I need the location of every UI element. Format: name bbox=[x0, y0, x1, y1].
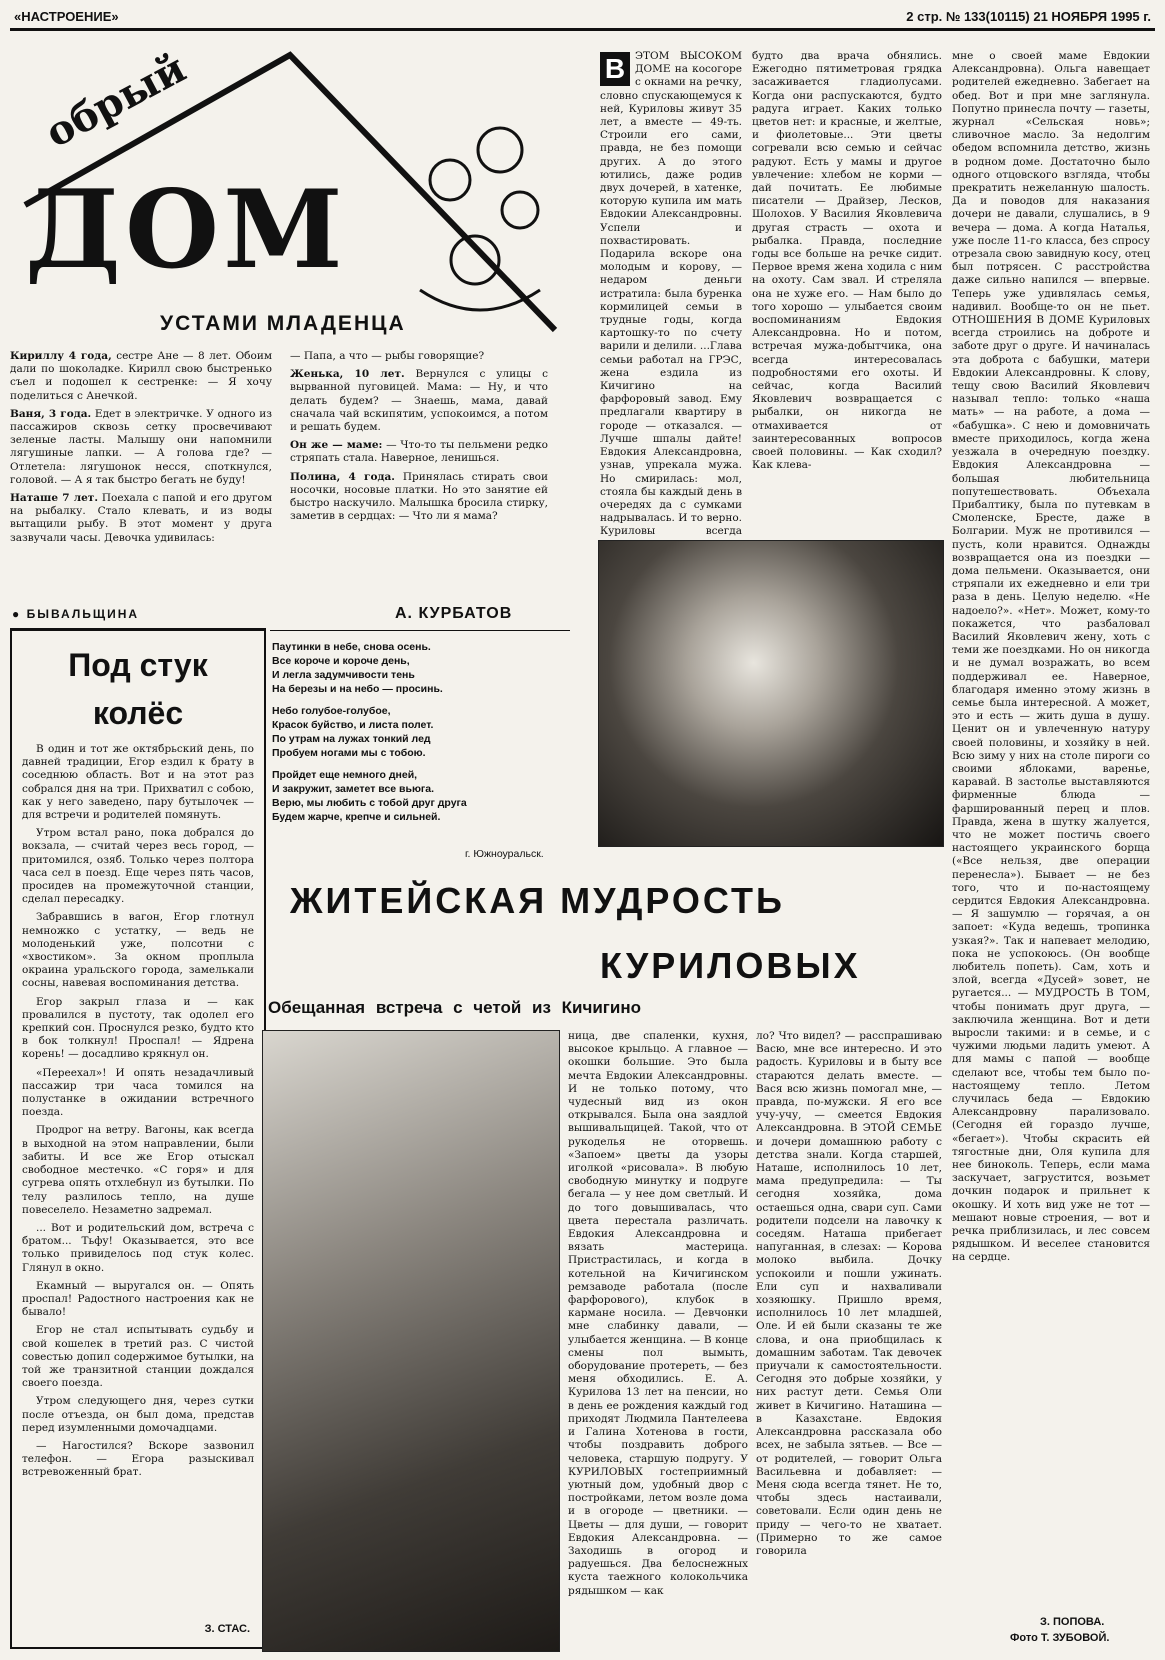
byval-box bbox=[10, 628, 266, 1649]
ustami-item: Наташе 7 лет. Поехала с папой и его другом на рыбалку. Стало клевать, и из воды вытащили рыбу. В этот момент у друга зазвучали часы. Девочка удивилась: bbox=[10, 492, 272, 544]
rubric-big: ДОМ bbox=[25, 167, 347, 293]
photo-credit: Фото Т. ЗУБОВОЙ. bbox=[1010, 1632, 1110, 1644]
drop-cap: В bbox=[600, 52, 630, 86]
poem-author: А. КУРБАТОВ bbox=[395, 605, 513, 622]
article-col-1: В ЭТОМ ВЫСОКОМ ДОМЕ на косогоре с окнами на речку, словно спускающемуся к ней, Куриловы живут 35 лет, а вместе — 49-ть. Строили его сами, правда, не без помощи других. А до этого ютились, даже родив двух дочерей, в хатенке, которую купила им мать Евдокии Александровны. Успели и похвастировать. Подарила вскоре она молодым и корову, — недаром деньги истратила: была буренка кормилицей семьи в трудные годы, когда картошку-то по счету варили и делили. ...Глава семьи работал на ГРЭС, жена ездила из Кичигино на фарфоровый завод. Ему предлагали квартиру в городе — отказался. — Лучше шпалы дайте! Евдокия Александровна, узнав, упрекала мужа. Но смирилась: мол, стояла бы каждый день в очередях да с сумками надрывалась. И то верно. Куриловы всегда bbox=[600, 50, 742, 538]
rubric-small: обрый bbox=[37, 44, 194, 157]
ustami-item: Женька, 10 лет. Вернулся с улицы с вырванной пуговицей. Мама: — Ну, и что делать будем? — Знаешь, мама, давай сначала чай вскипятим, успокоимся, а потом и решать будем. bbox=[290, 368, 548, 434]
article-col-4: ница, две спаленки, кухня, высокое крыльцо. А главное — окошки большие. Это была мечта Евдокии Александровны. И не только потому, что чудесный вид из окон открывался. Была она заядлой вышивальщицей. Такой, что от рукоделья не оторвешь. «Запоем» цветы да узоры иголкой «рисовала». В любую свободную минутку и подруге бегала — у нее дом светлый. И до того довышивалась, что цвета перестала различать. Евдокия Александровна и вязать мастерица. Пристрастилась, и когда в котельной на Кичигинском ремзаводе работала (после фарфорового), клубок в кармане носила. — Девчонки мне слабинку давали, — улыбается женщина. — В конце смены пол вымыть, оборудование протереть, — без меня обходились. Е. А. Курилова 13 лет на пенсии, но в день ее рождения каждый год приходят Людмила Пантелеева и Галина Хотенова в гости, чтобы поздравить доброго человека, старшую подругу. У КУРИЛОВЫХ гостеприимный уютный дом, удобный двор с постройками, летом возле дома и в огороде — цветники. — Цветы — для души, — говорит Евдокия Александровна. — Заходишь в огород и радуешься. Два белоснежных куста таежного колокольчика рядышком — как bbox=[568, 1030, 748, 1597]
ustami-item: Полина, 4 года. Принялась стирать свои носочки, носовые платки. Но это занятие ей быстро наскучило. Малышка бросила стирку, заметив в сердцах: — Что ли я мама? bbox=[290, 470, 548, 523]
article-col-2: будто два врача обнялись. Ежегодно пятиметровая грядка засаживается гладиолусами. Когда они распускаются, будто радуга играет. Каких только цветов нет: и красные, и желтые, и фиолетовые... Эти цветы согревали всю семью и сейчас радуют. Есть у мамы и другое увлечение: хлебом не корми — дай почитать. Ее любимые писатели — Драйзер, Лесков, Шолохов. У Василия Яковлевича другая страсть — охота и рыбалка. Правда, последние годы все больше на речке сидит. Первое время жена ходила с ним на охоту. Сам звал. И стреляла она не хуже его. — Нам было до того хорошо — улыбается своим воспоминаниям Евдокия Александровна. Но и потом, встречая мужа-добытчика, она всегда интересовалась подробностями его охоты. И сейчас, когда Василий Яковлевич возвращается с рыбалки, он никогда не отмахивается от заинтересованных вопросов своей половины. — Как сходил? Как клева- bbox=[752, 50, 942, 472]
ustami-item: Ваня, 3 года. Едет в электричке. У одного из пассажиров сквозь сетку просвечивают зеленые ласты. Малышу они напомнили лягушиные лапки. — А голова где? — Отлетела: лягушонок несся, споткнулся, головой. — А я так быстро бегать не буду! bbox=[10, 407, 272, 486]
ustami-item: — Папа, а что — рыбы говорящие? bbox=[290, 350, 485, 362]
portrait-photo bbox=[598, 540, 944, 847]
byval-signature: З. СТАС. bbox=[204, 1623, 250, 1635]
poem-place: г. Южноуральск. bbox=[465, 848, 544, 860]
main-subtitle: Обещанная встреча с четой из Кичигино bbox=[268, 998, 641, 1017]
main-title-2: КУРИЛОВЫХ bbox=[600, 945, 861, 986]
article-col-3: мне о своей маме Евдокии Александровна). Ольга навещает родителей ежедневно. Забегает на обед. Вот и при мне заглянула. Попутно принесла почту — газеты, журнал «Сельская новь»; сливочное масло. За недолгим обедом вспомнила детство, жизнь в родном доме. Достаточно было одного отцовского взгляда, чтобы прекратить нежеланную шалость. Да и поводов для наказания дочери не давали, слушались, в 9 вечера — дома. А когда Наталья, уже после 11-го класса, без спросу отрезала свою завидную косу, отец был потрясен. С расстройства даже сильно напился — впервые. Теперь уже удивлялась семья, надивил. Вообще-то он не пьет. ОТНОШЕНИЯ В ДОМЕ Куриловых всегда строились на доброте и заботе друг о друге. И начиналась эта доброта с бабушки, матери Евдокии Александровны. К слову, тещу свою Василий Яковлевич называл тепло: только «наша мать» — на работе, а дома — «бабушка». С нею и домовничать вместе приходилось, когда жена уезжала в очередную поездку. Евдокия Александровна — большая любительница попутешествовать. Объехала Прибалтику, была по путевкам в Смоленске, Бресте, даже в Болгарии. Муж не противился — пусть, коли нравится. Однажды возвращается она из поездки — дома пельмени. Оказывается, они стряпали их ежедневно и ели три раза в день. Целую неделю. «Не надоело?». «Нет». Может, кому-то покажется, что разбаловал Василий Яковлевич жену, хоть с теми же поездками. Но он никогда и не думал возражать, во всем поддерживал ее. Наверное, благодаря именно этому жизнь в семье была интересной. А может, это и есть — жить душа в душу. Ценит он и увлеченную натуру своей половины, и хозяйку в ней. Всю зиму у них на столе пироги со своими яблоками, варенье, каравай. В застолье выставляются фирменные блюда — фаршированный перец и плов. Правда, жена в шутку жалуется, что не может постичь своего настоящего украинского борща («Все нельзя, две операции перенесла»). Бывает — не без того, что и по-настоящему сердится Евдокия Александровна. — Я зашумлю — горячая, а он запоет: «Куда ведешь, тропинка узкая?». Так и напевает мелодию, пока не успокоюсь. (Он вообще любитель попеть). Сам, хоть и злой, всегда «Дусей» зовет, не ругается... — МУДРОСТЬ В ТОМ, чтобы понимать друг друга, — заключила женщина. Вот и дети выросли такими: и в семье, и с чужими людьми ладить умеют. А для мамы с папой — вообще сделают все, чтобы тем было по-настоящему тепло. Летом случилась беда — Евдокию Александровну парализовало. (Сегодня ей гораздо лучше, «бегает»). Чтобы скрасить ей тягостные дни, Оля купила для нее биноколь. Теперь, если мама заскучает, загрустится, возьмет дочкин подарок и прильнет к окошку. И хоть вид уже не тот — мешают новые строения, — вот и речка приблизилась, и лес совсем рядышком. И веселее становится на сердце. bbox=[952, 50, 1150, 1264]
article-author: З. ПОПОВА. bbox=[1040, 1616, 1105, 1628]
family-cartoon-icon bbox=[420, 128, 540, 310]
byval-text: В один и тот же октябрьский день, по давней традиции, Егор ездил к брату в соседнюю область. Вот и на этот раз собрался дня на три. Прихватил с собою, как у него заведено, пару бутылочек — для встречи и родителей помянуть. Утром встал рано, пока добрался до вокзала, — считай через весь город, — притомился, озяб. Только через полтора часа сел в поезд. Еще через пять часов, просидев на промежуточной станции, сделал пересадку. Забравшись в вагон, Егор глотнул немножко с устатку, — ведь не молоденький уже, полсотни с «хвостиком». За окном проплыла окраина уральского города, замелькали сосны, навевая воспоминания детства. Егор закрыл глаза и — как провалился в пустоту, так одолел его крепкий сон. Проснулся резко, будто кто в бок толкнул! Проспал! — Ядрена корень! — досадливо крякнул он. «Переехал»! И опять незадачливый пассажир три часа томился на полустанке в ожидании встречного поезда. Продрог на ветру. Вагоны, как всегда в выходной на этом направлении, были забиты. И все же Егор отыскал свободное местечко. «С горя» и для сугрева опять отхлебнул из бутылки. По телу разлилось тепло, на душе повеселело. Незаметно задремал. ... Вот и родительский дом, встреча с братом... Тьфу! Оказывается, это все только привиделось под стук колес. Глянул в окно. Екамный — выругался он. — Опять проспал! Радостного настроения как не бывало! Егор не стал испытывать судьбу и свой кошелек в третий раз. С чистой совестью допил содержимое бутылки, на той же транзитной станции дождался своего поезда. Утром следующего дня, через сутки после отъезда, он был дома, представ перед изумленными домочадцами. — Нагостился? Вскоре зазвонил телефон. — Егора разыскивал встревоженный брат. bbox=[22, 743, 254, 1479]
issue-info: 2 стр. № 133(10115) 21 НОЯБРЯ 1995 г. bbox=[906, 9, 1151, 24]
ustami-right bbox=[290, 350, 548, 528]
byval-title: Под стук колёс bbox=[68, 647, 208, 731]
ustami-item: Кириллу 4 года, сестре Ане — 8 лет. Обоим дали по шоколадке. Кирилл свою быстренько съел и подошел к сестренке: — Я хочу поделиться с Анечкой. bbox=[10, 350, 272, 402]
poem-rule bbox=[270, 630, 570, 631]
ustami-left bbox=[10, 350, 272, 550]
article-col-5: ло? Что видел? — расспрашиваю Васю, мне все интересно. И это радость. Куриловы и в быту все стараются делать вместе. — Вася всю жизнь помогал мне, — правда, по-мужски. Я его все учу-учу, — смеется Евдокия Александровна. В ЭТОЙ СЕМЬЕ и дочери домашнюю работу с детства знали. Когда старшей, Наташе, исполнилось 10 лет, мама предупредила: — Ты сегодня хозяйка, дома остаешься одна, свари суп. Сами родители подсели на лавочку к соседям. Наташа прибегает напуганная, в слезах: — Корова молоко выбила. Дочку успокоили и пошли ужинать. Ели суп и нахваливали хозяюшку. Пришло время, исполнилось 10 лет младшей, Оле. И ей были сказаны те же слова, и она приобщилась к домашним заботам. Так девочек приучали к самостоятельности. Сегодня это добрые хозяйки, у них растут дети. Семья Оли живет в Кичигино. Наташина — в Казахстане. Евдокия Александровна рассказала обо всех, не забыла зятьев. — Все — от родителей, — говорит Ольга Васильевна и добавляет: — Меня сюда всегда тянет. Не то, чтобы здесь настаивали, советовали. Если один день не приду — чего-то не хватает. (Примерно то же самое говорила bbox=[756, 1030, 942, 1557]
poem-text: Паутинки в небе, снова осень. Все короче и короче день, И легла задумчивости тень На березы и на небо — просинь. Небо голубое-голубое, Красок буйство, и листа полет. По утрам на лужах тонкий лед Пробуем ногами мы с тобою. Пройдет еще немного дней, И закружит, заметет все вьюга. Верю, мы любить с тобой друг друга Будем жарче, крепче и сильней. bbox=[272, 641, 467, 823]
house-photo bbox=[262, 1030, 560, 1652]
ustami-item: Он же — маме: — Что-то ты пельмени редко стряпать стала. Наверное, ленишься. bbox=[290, 439, 549, 465]
byval-rubric: ● БЫВАЛЬЩИНА bbox=[12, 607, 140, 621]
main-title-1: ЖИТЕЙСКАЯ МУДРОСТЬ bbox=[290, 880, 785, 921]
newspaper-section: «НАСТРОЕНИЕ» bbox=[14, 9, 119, 24]
page-header bbox=[10, 6, 1155, 31]
ustami-title: УСТАМИ МЛАДЕНЦА bbox=[160, 312, 406, 335]
